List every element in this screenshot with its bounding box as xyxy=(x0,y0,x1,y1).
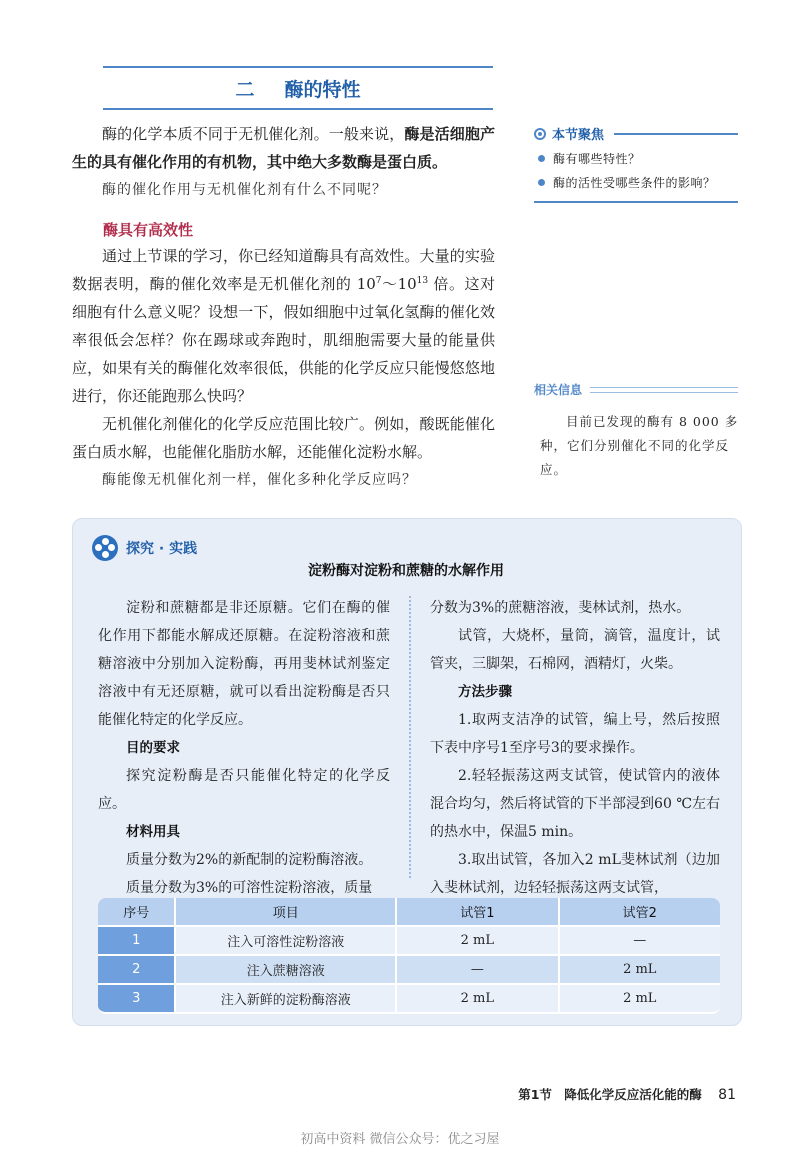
explore-label: 探究 · 实践 xyxy=(126,541,198,557)
molecule-icon xyxy=(92,535,118,561)
focus-item-text: 酶有哪些特性？ xyxy=(553,152,641,166)
efficiency-text xyxy=(72,242,495,494)
related-info-header xyxy=(534,381,738,398)
table-row xyxy=(98,927,720,956)
table-cell: 2 mL xyxy=(558,956,720,985)
material-2: 质量分数为3%的可溶性淀粉溶液，质量 xyxy=(126,880,373,896)
page-footer xyxy=(518,1085,736,1103)
step-1: 1.取两支洁净的试管，编上号，然后按照下表中序号1至序号3的要求操作。 xyxy=(430,712,720,756)
question-2: 酶能像无机催化剂一样，催化多种化学反应吗？ xyxy=(102,472,417,488)
step-3: 3.取出试管，各加入2 mL斐林试剂（边加入斐林试剂，边轻轻振荡这两支试管， xyxy=(430,852,720,896)
header-cell: 试管1 xyxy=(395,898,557,927)
title-top-rule xyxy=(103,66,493,68)
question-1: 酶的催化作用与无机催化剂有什么不同呢？ xyxy=(102,182,387,198)
experiment-title: 淀粉酶对淀粉和蔗糖的水解作用 xyxy=(308,563,504,579)
explore-left-column xyxy=(98,594,390,902)
table-row xyxy=(98,956,720,985)
section-number: 二 xyxy=(235,78,255,101)
focus-item xyxy=(534,150,738,167)
steps-heading: 方法步骤 xyxy=(458,684,512,700)
table-cell: 2 mL xyxy=(395,985,557,1014)
focus-rule xyxy=(614,133,738,135)
header-cell: 项目 xyxy=(174,898,395,927)
section-title xyxy=(103,70,493,106)
eff-sup1: 7 xyxy=(375,276,382,286)
table-cell: 3 xyxy=(98,985,174,1014)
title-bottom-rule xyxy=(103,108,493,110)
explore-right-column xyxy=(430,594,720,902)
table-cell: 注入新鲜的淀粉酶溶液 xyxy=(174,985,395,1014)
table-cell: — xyxy=(558,927,720,956)
focus-box xyxy=(534,124,738,203)
efficiency-paragraph-2: 无机催化剂催化的化学反应范围比较广。例如，酸既能催化蛋白质水解，也能催化脂肪水解，还能催化淀粉水解。 xyxy=(72,415,495,461)
related-info-rule xyxy=(590,387,738,393)
footer-chapter: 降低化学反应活化能的酶 xyxy=(564,1087,702,1102)
intro-paragraph xyxy=(72,120,495,176)
table-cell: — xyxy=(395,956,557,985)
section-title-text: 酶的特性 xyxy=(284,78,361,101)
related-info-heading: 相关信息 xyxy=(534,383,583,397)
watermark: 初高中资料 微信公众号：优之习屋 xyxy=(300,1132,500,1147)
table-cell: 注入可溶性淀粉溶液 xyxy=(174,927,395,956)
target-icon xyxy=(534,128,546,140)
step-2: 2.轻轻振荡这两支试管，使试管内的液体混合均匀，然后将试管的下半部浸到60 ℃左右的热水中，保温5 min。 xyxy=(430,768,720,840)
eff-b: ～10 xyxy=(381,275,417,293)
table-cell: 注入蔗糖溶液 xyxy=(174,956,395,985)
header-cell: 试管2 xyxy=(558,898,720,927)
efficiency-paragraph-1 xyxy=(72,242,495,410)
goal-text: 探究淀粉酶是否只能催化特定的化学反应。 xyxy=(98,768,390,812)
focus-bottom-rule xyxy=(534,201,738,203)
procedure-table xyxy=(98,898,720,1014)
materials-heading: 材料用具 xyxy=(126,824,180,840)
materials-continued: 分数为3%的蔗糖溶液，斐林试剂，热水。 xyxy=(430,600,691,616)
explore-intro: 淀粉和蔗糖都是非还原糖。它们在酶的催化作用下都能水解成还原糖。在淀粉溶液和蔗糖溶液中分别加入淀粉酶，再用斐林试剂鉴定溶液中有无还原糖，就可以看出淀粉酶是否只能催化特定的化学反应。 xyxy=(98,600,390,728)
page-number: 81 xyxy=(718,1087,736,1103)
focus-item-text: 酶的活性受哪些条件的影响？ xyxy=(553,176,716,190)
table-cell: 1 xyxy=(98,927,174,956)
intro-bold: 酶是活细胞产生的具有催化作用的有机物，其中绝大多数酶是蛋白质。 xyxy=(72,125,495,171)
table-cell: 2 mL xyxy=(395,927,557,956)
goal-heading: 目的要求 xyxy=(126,740,180,756)
focus-header xyxy=(534,124,738,143)
table-row xyxy=(98,985,720,1014)
tools-text: 试管，大烧杯，量筒，滴管，温度计，试管夹，三脚架，石棉网，酒精灯，火柴。 xyxy=(430,628,720,672)
intro-text xyxy=(72,120,495,204)
table-header-row xyxy=(98,898,720,927)
header-cell: 序号 xyxy=(98,898,174,927)
table-cell: 2 xyxy=(98,956,174,985)
related-info-text: 目前已发现的酶有 8 000 多种，它们分别催化不同的化学反应。 xyxy=(540,414,739,477)
bullet-icon xyxy=(538,155,545,162)
footer-section: 第1节 xyxy=(518,1087,552,1102)
eff-sup2: 13 xyxy=(416,276,429,286)
bullet-icon xyxy=(538,179,545,186)
intro-plain: 酶的化学本质不同于无机催化剂。一般来说， xyxy=(102,125,405,143)
column-divider xyxy=(409,596,411,878)
eff-a: 通过上节课的学习，你已经知道酶具有高效性。大量的实验数据表明，酶的催化效率是无机催化剂的 10 xyxy=(72,247,495,293)
focus-item xyxy=(534,174,738,191)
efficiency-heading: 酶具有高效性 xyxy=(103,221,194,239)
focus-heading: 本节聚焦 xyxy=(552,128,605,143)
material-1: 质量分数为2%的新配制的淀粉酶溶液。 xyxy=(126,852,373,868)
table-cell: 2 mL xyxy=(558,985,720,1014)
eff-c: 倍。这对细胞有什么意义呢？设想一下，假如细胞中过氧化氢酶的催化效率很低会怎样？你在踢球或奔跑时，肌细胞需要大量的能量供应，如果有关的酶催化效率很低，供能的化学反应只能慢悠悠地进行，你还能跑那么快吗？ xyxy=(72,275,495,405)
